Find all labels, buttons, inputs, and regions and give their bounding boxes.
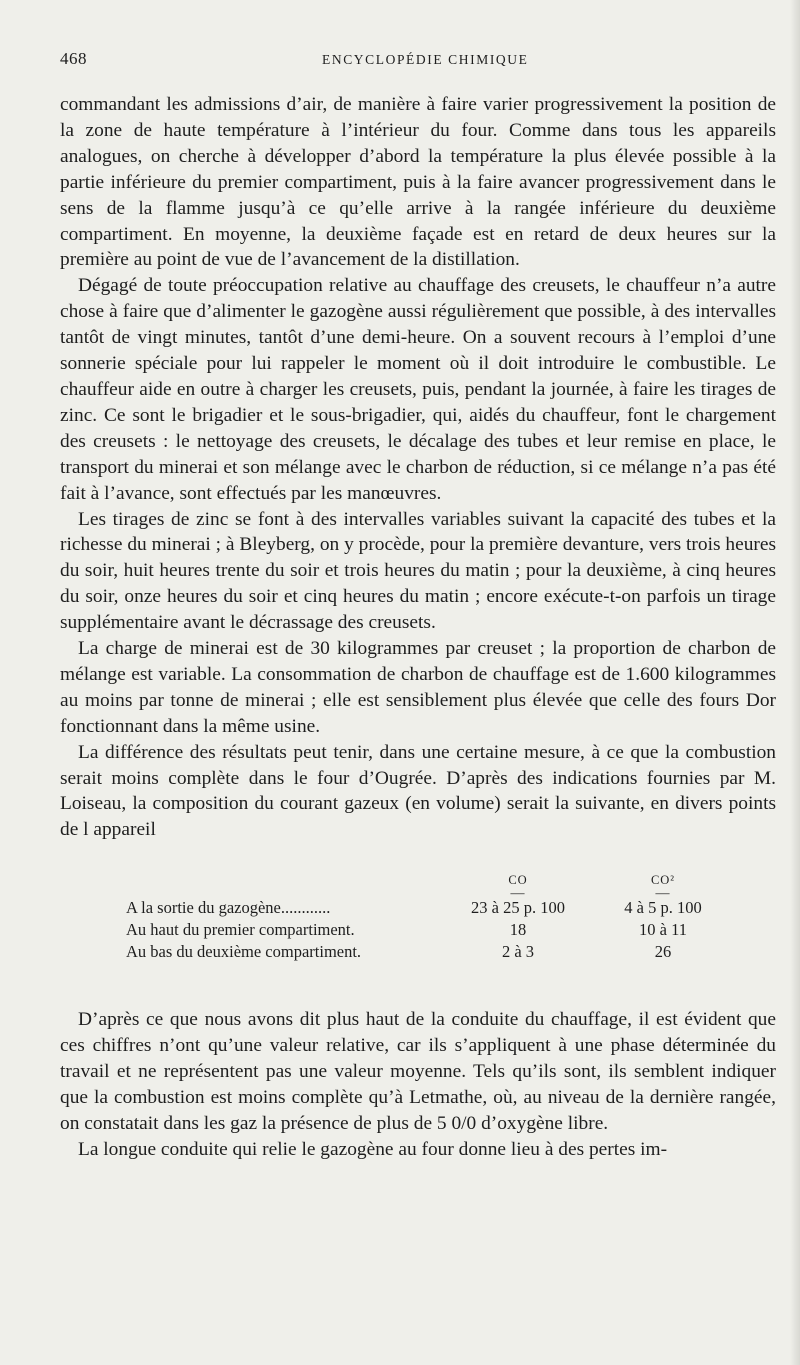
paragraph: Les tirages de zinc se font à des intervalles variables suivant la capacité des tubes et la richesse du minerai ; à Bleyberg, on y procède, pour la première devanture, vers trois heures du soir, huit heures trente du soir et trois heures du matin ; pour la deuxième, à cinq heures du soir, onze heures du soir et cinq heures du matin ; encore exécute-t-on parfois un tirage supplémentaire avant le décrassage des creusets. xyxy=(60,508,776,634)
table-row xyxy=(126,919,718,941)
gas-composition-table xyxy=(126,869,718,963)
paragraph: commandant les admissions d’air, de manière à faire varier progressivement la position de la zone de haute température à l’intérieur du four. Comme dans tous les appareils analogues, on cherche à développer d’abord la température la plus élevée possible à la partie inférieure du premier compartiment, puis à la faire avancer progressivement dans le sens de la flamme jusqu’à ce qu’elle arrive à la rangée inférieure du deuxième compartiment. En moyenne, la deuxième façade est en retard de deux heures sur la première au point de vue de l’avancement de la distillation. xyxy=(60,94,776,271)
row-location: Au haut du premier compartiment. xyxy=(126,920,355,940)
co-header-label: CO xyxy=(508,873,528,888)
paragraph: La différence des résultats peut tenir, dans une certaine mesure, à ce que la combustion serait moins complète dans le four d’Ougrée. D’après des indications fournies par M. Loiseau, la composition du courant gazeux (en volume) serait la suivante, en divers points de l appareil xyxy=(60,741,776,841)
paragraph: La longue conduite qui relie le gazogène au four donne lieu à des pertes im- xyxy=(78,1138,668,1160)
row-co-value: 23 à 25 p. 100 xyxy=(471,898,565,918)
body-text-continued xyxy=(60,1007,776,1162)
table-header-blank xyxy=(126,869,428,897)
table-header-row xyxy=(126,869,718,897)
body-text xyxy=(60,92,776,843)
row-co2-value: 10 à 11 xyxy=(639,920,687,940)
running-title: ENCYCLOPÉDIE CHIMIQUE xyxy=(322,52,529,67)
paragraph: La charge de minerai est de 30 kilogrammes par creuset ; la proportion de charbon de mélange est variable. La consommation de charbon de chauffage est de 1.600 kilogrammes au moins par tonne de minerai ; elle est sensiblement plus élevée que celle des fours Dor fonctionnant dans la même usine. xyxy=(60,638,776,737)
page-number: 468 xyxy=(60,49,87,68)
row-co-value: 18 xyxy=(509,920,527,940)
row-location: A la sortie du gazogène............ xyxy=(126,898,331,918)
table-header-co2: CO² — xyxy=(650,873,676,902)
row-co-value: 2 à 3 xyxy=(501,942,535,962)
row-co2-value: 4 à 5 p. 100 xyxy=(624,898,702,918)
paragraph: Dégagé de toute préoccupation relative au chauffage des creusets, le chauffeur n’a autre chose à faire que d’alimenter le gazogène aussi régulièrement que possible, à des intervalles tantôt de vingt minutes, tantôt d’une demi-heure. On a souvent recours à l’emploi d’une sonnerie spéciale pour lui rappeler le moment où il doit introduire le combustible. Le chauffeur aide en outre à charger les creusets, puis, pendant la journée, à faire les tirages de zinc. Ce sont le brigadier et le sous-brigadier, qui, aidés du chauffeur, font le chargement des creusets : le nettoyage des creusets, le décalage des tubes et leur remise en place, le transport du minerai et son mélange avec le charbon de réduction, si ce mélange n’a pas été fait à l’avance, sont effectués par les manœuvres. xyxy=(60,275,776,504)
table-row xyxy=(126,941,718,963)
row-co2-value: 26 xyxy=(654,942,672,962)
co2-header-label: CO² xyxy=(650,873,676,888)
table-row xyxy=(126,897,718,919)
table-header-co: CO — xyxy=(508,873,528,902)
paragraph: D’après ce que nous avons dit plus haut de la conduite du chauffage, il est évident que ces chiffres n’ont qu’une valeur relative, car ils s’appliquent à une phase déterminée du travail et ne représentent pas une valeur moyenne. Tels qu’ils sont, ils semblent indiquer que la combustion est moins complète qu’à Letmathe, où, au niveau de la dernière rangée, on constatait dans les gaz la présence de plus de 5 0/0 d’oxygène libre. xyxy=(60,1009,776,1134)
running-head xyxy=(60,0,776,68)
row-location: Au bas du deuxième compartiment. xyxy=(126,942,362,962)
